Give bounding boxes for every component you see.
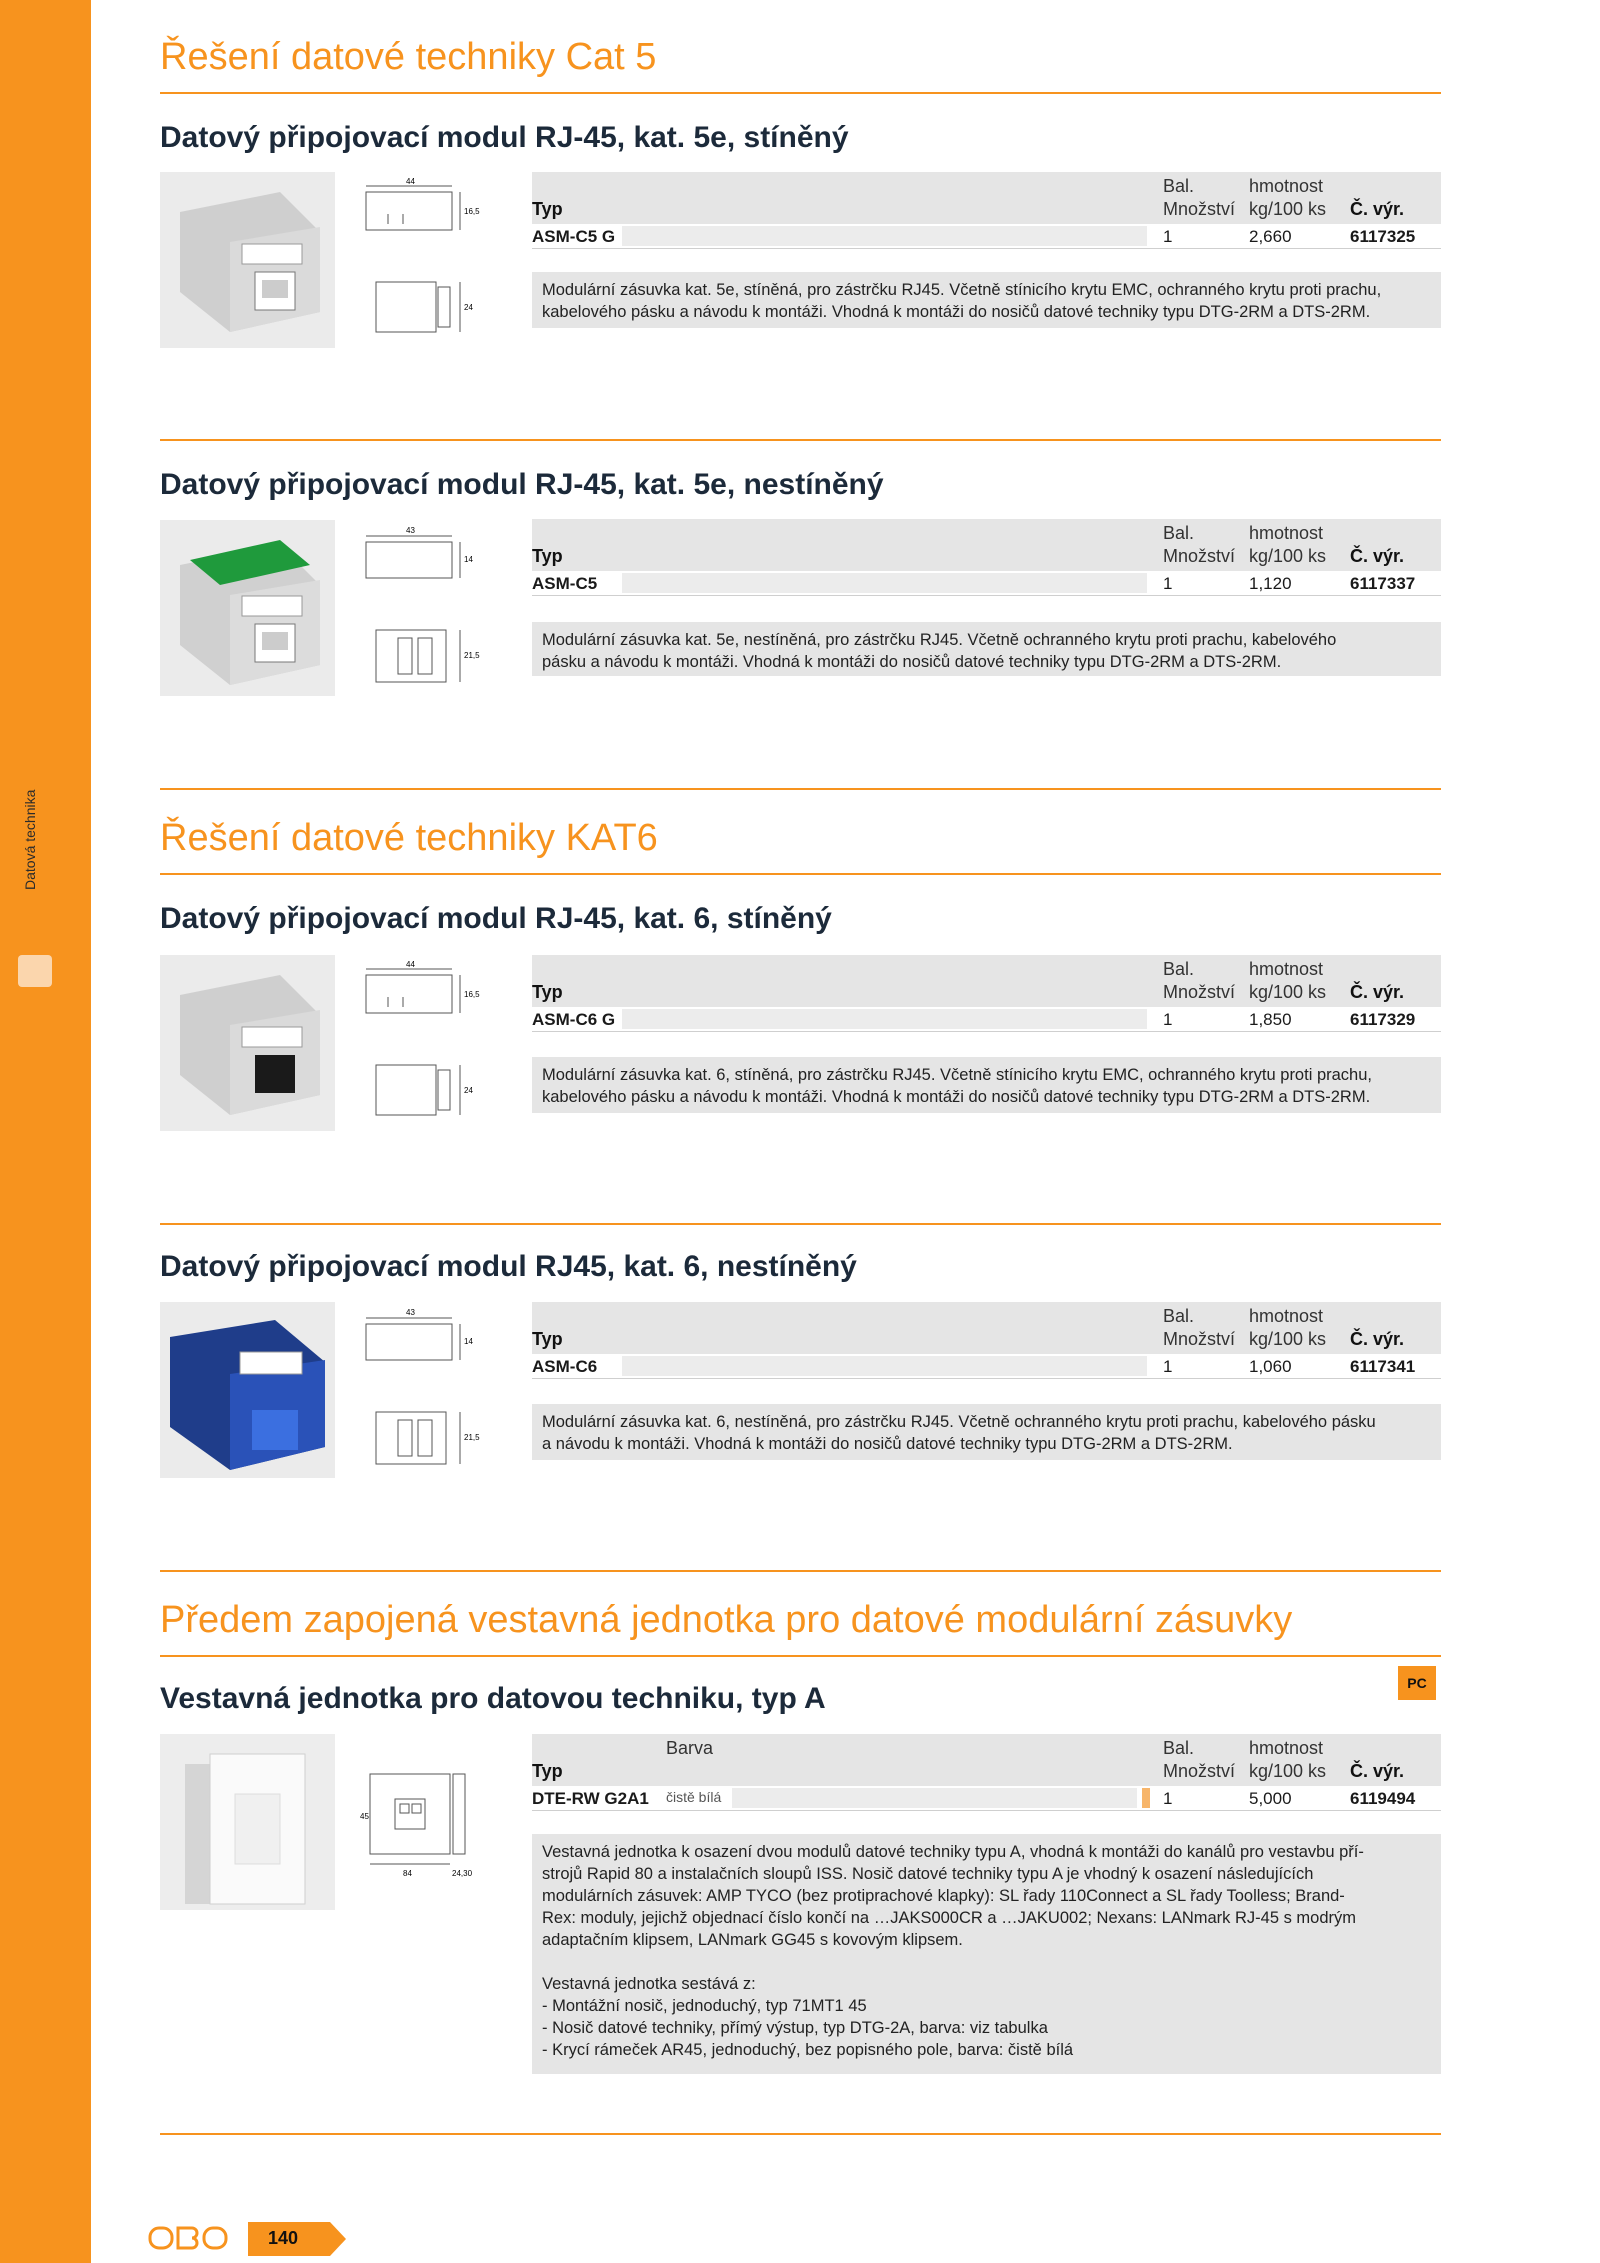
product-description: Modulární zásuvka kat. 5e, nestíněná, pro zástrčku RJ45. Včetně ochranného krytu proti prachu, kabelového pásku a návodu k montáži. Vhodná k montáži do nosičů datové techniky typu DTG-2RM a DTS-2RM. bbox=[532, 622, 1441, 676]
table-row: ASM-C5 G 1 2,660 6117325 bbox=[532, 224, 1441, 249]
divider bbox=[160, 1223, 1441, 1225]
section-heading: Řešení datové techniky KAT6 bbox=[160, 817, 658, 859]
table-row: ASM-C6 1 1,060 6117341 bbox=[532, 1354, 1441, 1379]
product-photo bbox=[160, 1734, 335, 1910]
product-description: Vestavná jednotka k osazení dvou modulů datové techniky typu A, vhodná k montáži do kanálů pro vestavbu pří- strojů Rapid 80 a instalačních sloupů ISS. Nosič datové techniky typu A je vhodný k osazení následujících modulárních zásuvek: AMP TYCO (bez protiprachové klapky): SL řady 110Connect a SL řady Toolless; Brand- Rex: moduly, jejichž objednací číslo končí na …JAKS000CR a …JAKU002; Nexans: LANmark RJ-45 s modrým adaptačním klipsem, LANmark GG45 s kovovým klipsem. Vestavná jednotka sestává z: - Montážní nosič, jednoduchý, typ 71MT1 45 - Nosič datové techniky, přímý výstup, typ DTG-2A, barva: viz tabulka - Krycí rámeček AR45, jednoduchý, bez popisného pole, barva: čistě bílá bbox=[532, 1834, 1441, 2074]
svg-text:24,30: 24,30 bbox=[452, 1869, 473, 1878]
product-title: Datový připojovací modul RJ-45, kat. 5e, nestíněný bbox=[160, 468, 884, 501]
product-photo bbox=[160, 1302, 335, 1478]
dimension-drawing bbox=[358, 1302, 493, 1478]
sidebar-label: Datová technika bbox=[22, 789, 38, 890]
section-heading: Řešení datové techniky Cat 5 bbox=[160, 36, 657, 78]
svg-text:16,5: 16,5 bbox=[464, 990, 480, 999]
table-header: Bal. hmotnost Typ Množství kg/100 ks Č. výr. bbox=[532, 519, 1441, 571]
product-table bbox=[532, 519, 1441, 596]
table-header: Barva Bal. hmotnost Typ Množství kg/100 ks Č. výr. bbox=[532, 1734, 1441, 1786]
table-row: DTE-RW G2A1 čistě bílá 1 5,000 6119494 bbox=[532, 1786, 1441, 1811]
product-title: Vestavná jednotka pro datovou techniku, typ A bbox=[160, 1682, 826, 1715]
dimension-drawing bbox=[358, 1734, 493, 1910]
divider bbox=[160, 873, 1441, 875]
dimension-drawing bbox=[358, 520, 493, 696]
divider bbox=[160, 2133, 1441, 2135]
product-photo bbox=[160, 172, 335, 348]
product-title: Datový připojovací modul RJ-45, kat. 5e, stíněný bbox=[160, 121, 849, 154]
svg-text:24: 24 bbox=[464, 1086, 473, 1095]
product-description: Modulární zásuvka kat. 6, stíněná, pro zástrčku RJ45. Včetně stínicího krytu EMC, ochranného krytu proti prachu, kabelového pásku a návodu k montáži. Vhodná k montáži do nosičů datové techniky typu DTG-2RM a DTS-2RM. bbox=[532, 1057, 1441, 1113]
dimension-drawing bbox=[358, 955, 493, 1131]
divider bbox=[160, 439, 1441, 441]
svg-text:21,5: 21,5 bbox=[464, 1433, 480, 1442]
product-title: Datový připojovací modul RJ45, kat. 6, nestíněný bbox=[160, 1250, 857, 1283]
product-table bbox=[532, 1734, 1441, 1811]
svg-text:43: 43 bbox=[406, 526, 415, 535]
product-table bbox=[532, 172, 1441, 249]
svg-text:44: 44 bbox=[406, 177, 415, 186]
svg-text:14: 14 bbox=[464, 555, 473, 564]
table-row: ASM-C6 G 1 1,850 6117329 bbox=[532, 1007, 1441, 1032]
divider bbox=[160, 788, 1441, 790]
product-table bbox=[532, 955, 1441, 1032]
svg-text:21,5: 21,5 bbox=[464, 651, 480, 660]
product-title: Datový připojovací modul RJ-45, kat. 6, stíněný bbox=[160, 902, 832, 935]
product-photo bbox=[160, 520, 335, 696]
product-description: Modulární zásuvka kat. 5e, stíněná, pro zástrčku RJ45. Včetně stínicího krytu EMC, ochranného krytu proti prachu, kabelového pásku a návodu k montáži. Vhodná k montáži do nosičů datové techniky typu DTG-2RM a DTS-2RM. bbox=[532, 272, 1441, 328]
page-number: 140 bbox=[268, 2228, 299, 2248]
svg-text:45: 45 bbox=[360, 1812, 369, 1821]
svg-text:16,5: 16,5 bbox=[464, 207, 480, 216]
section-heading: Předem zapojená vestavná jednotka pro datové modulární zásuvky bbox=[160, 1599, 1293, 1641]
divider bbox=[160, 1655, 1441, 1657]
divider bbox=[160, 92, 1441, 94]
svg-text:43: 43 bbox=[406, 1308, 415, 1317]
svg-text:44: 44 bbox=[406, 960, 415, 969]
svg-text:14: 14 bbox=[464, 1337, 473, 1346]
table-header: Bal. hmotnost Typ Množství kg/100 ks Č. výr. bbox=[532, 1302, 1441, 1354]
sidebar-strip bbox=[0, 0, 91, 2263]
pc-badge: PC bbox=[1398, 1666, 1436, 1700]
table-header: Bal. hmotnost Typ Množství kg/100 ks Č. výr. bbox=[532, 172, 1441, 224]
product-table bbox=[532, 1302, 1441, 1379]
divider bbox=[160, 1570, 1441, 1572]
product-photo bbox=[160, 955, 335, 1131]
product-description: Modulární zásuvka kat. 6, nestíněná, pro zástrčku RJ45. Včetně ochranného krytu proti prachu, kabelového pásku a návodu k montáži. Vhodná k montáži do nosičů datové techniky typu DTG-2RM a DTS-2RM. bbox=[532, 1404, 1441, 1460]
dimension-drawing bbox=[358, 172, 493, 348]
svg-text:24: 24 bbox=[464, 303, 473, 312]
table-header: Bal. hmotnost Typ Množství kg/100 ks Č. výr. bbox=[532, 955, 1441, 1007]
sidebar-tab-icon bbox=[18, 955, 52, 987]
table-row: ASM-C5 1 1,120 6117337 bbox=[532, 571, 1441, 596]
obo-logo bbox=[148, 2225, 228, 2251]
svg-text:84: 84 bbox=[403, 1869, 412, 1878]
